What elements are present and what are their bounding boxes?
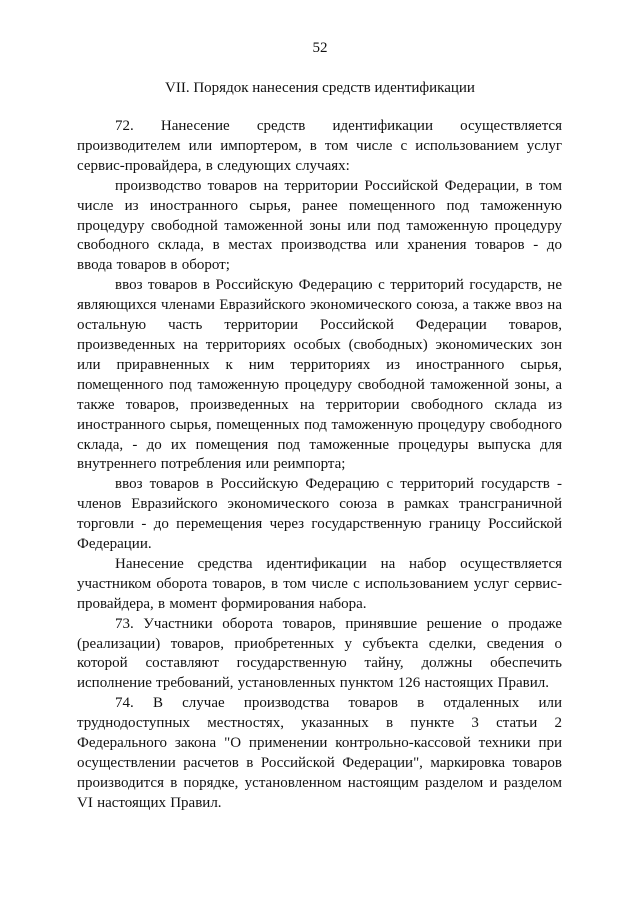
paragraph-import-eaeu: ввоз товаров в Российскую Федерацию с территорий государств - членов Евразийского экономического союза в рамках трансграничной торговли - до перемещения через государственную границу Российской Федерации.	[77, 476, 562, 553]
paragraph-set-marking: Нанесение средства идентификации на набор осуществляется участником оборота товаров, в том числе с использованием услуг сервис-провайдера, в момент формирования набора.	[77, 555, 562, 612]
paragraph-72-intro: 72. Нанесение средств идентификации осуществляется производителем или импортером, в том числе с использованием услуг сервис-провайдера, в следующих случаях:	[77, 118, 562, 174]
paragraph-73: 73. Участники оборота товаров, принявшие решение о продаже (реализации) товаров, приобретенных у субъекта сделки, сведения о которой составляют государственную тайну, должны обеспечить исполнение требований, установленных пунктом 126 настоящих Правил.	[77, 615, 562, 692]
body-text	[77, 117, 562, 814]
paragraph-import-non-eaeu: ввоз товаров в Российскую Федерацию с территорий государств, не являющихся членами Евразийского экономического союза, а также ввоз на остальную часть территории Российской Федерации товаров, произведенных на территориях особых (свободных) экономических зон или приравненных к ним территориях из иностранного сырья, помещенного под таможенную процедуру свободной таможенной зоны, а также товаров, произведенных на территории свободного склада из иностранного сырья, помещенных под таможенную процедуру свободного склада, - до их помещения под таможенные процедуры выпуска для внутреннего потребления или реимпорта;	[77, 277, 562, 473]
paragraph-domestic-production: производство товаров на территории Российской Федерации, в том числе из иностранного сырья, ранее помещенного под таможенную процедуру свободной таможенной зоны или под таможенную процедуру свободного склада, в местах производства или хранения товаров - до ввода товаров в оборот;	[77, 177, 562, 274]
section-title: VII. Порядок нанесения средств идентификации	[165, 80, 475, 96]
page-number: 52	[312, 40, 328, 56]
paragraph-74: 74. В случае производства товаров в отдаленных или труднодоступных местностях, указанных в пункте 3 статьи 2 Федерального закона "О применении контрольно-кассовой техники при осуществлении расчетов в Российской Федерации", маркировка товаров производится в порядке, установленном настоящим разделом и разделом VI настоящих Правил.	[77, 695, 562, 811]
